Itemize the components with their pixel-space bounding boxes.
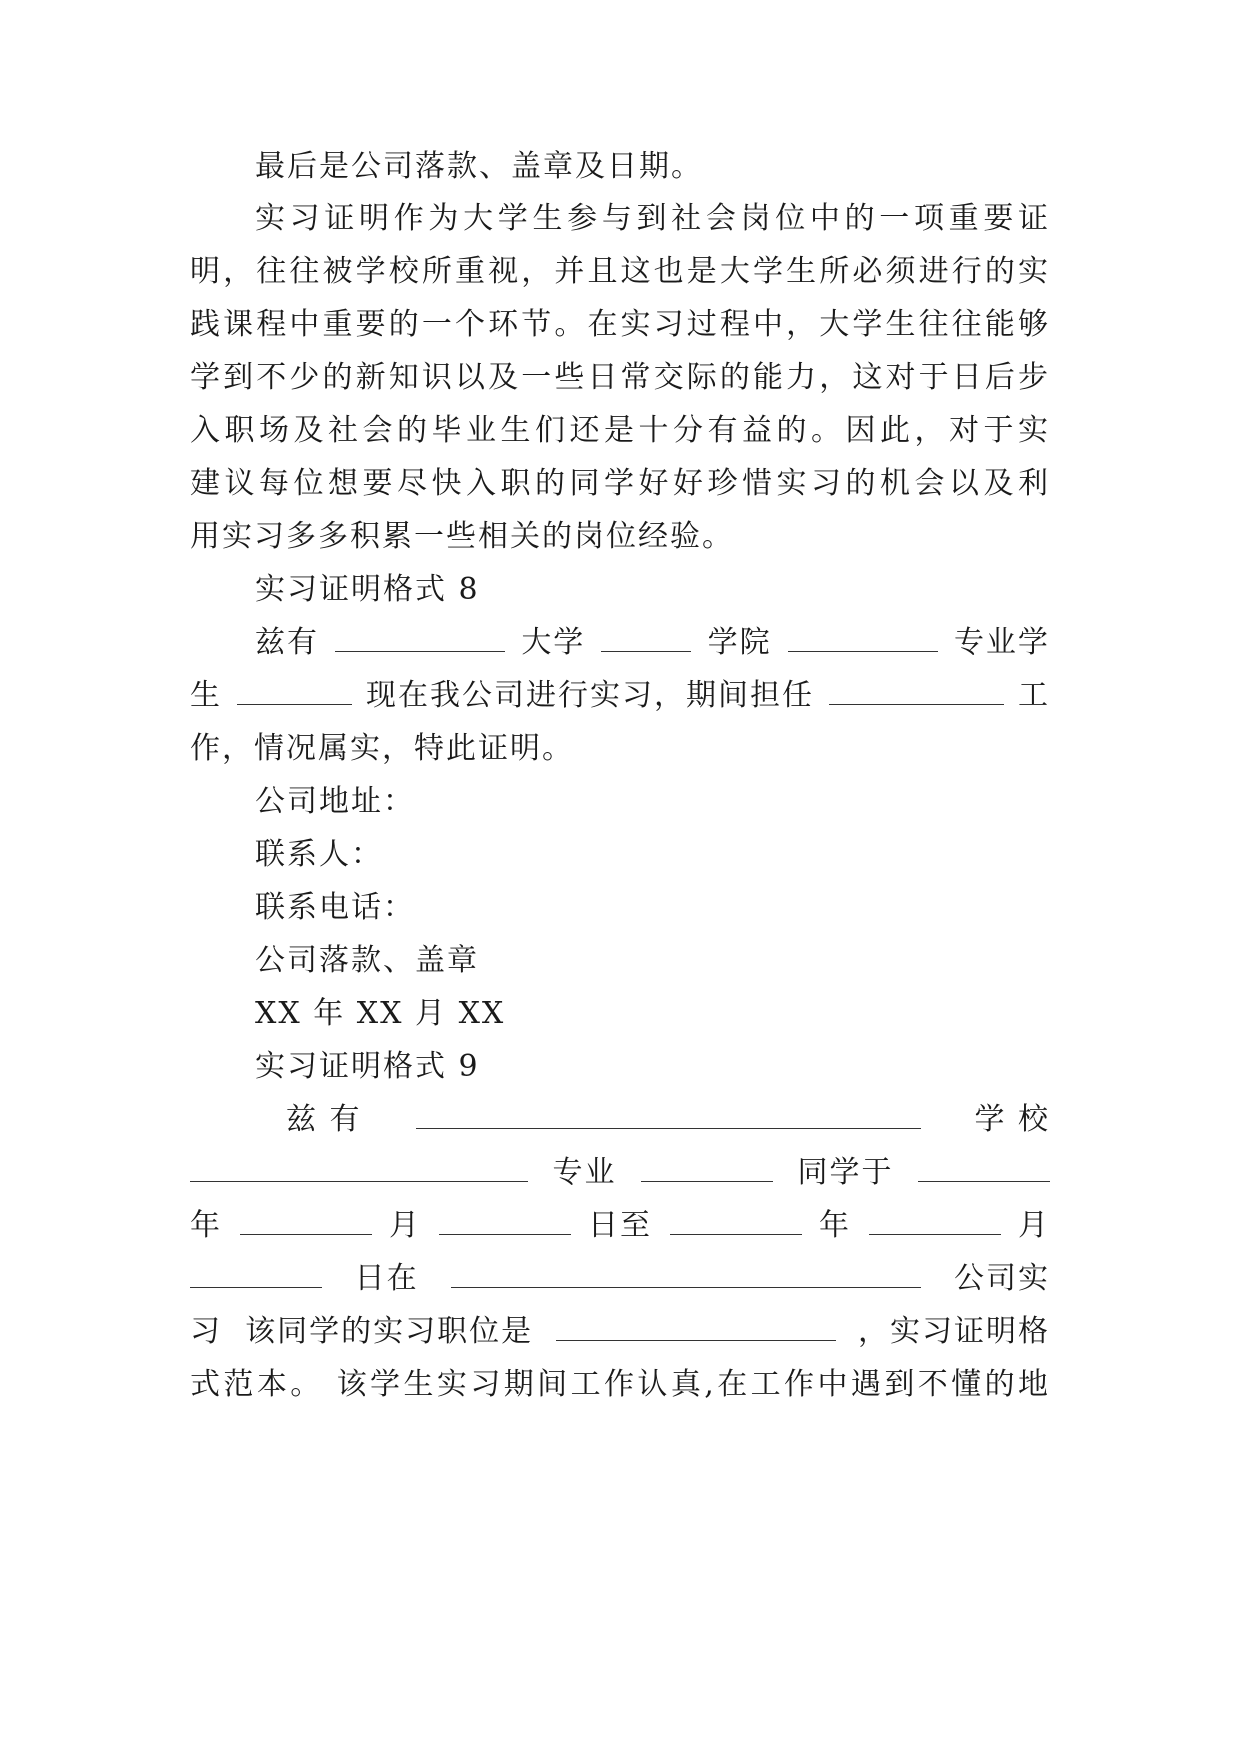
fill-blank <box>190 1155 528 1182</box>
fill-blank <box>918 1155 1050 1182</box>
fill-blank <box>237 678 352 705</box>
fill-blank <box>240 1208 372 1235</box>
fill-blank <box>829 678 1004 705</box>
company-signature-label: 公司落款、盖章 <box>255 943 479 978</box>
form-text: 习 该同学的实习职位是 <box>190 1314 534 1349</box>
paragraph-line: 学到不少的新知识以及一些日常交际的能力，这对于日后步 <box>190 360 1050 395</box>
form-text: 学 校 <box>974 1102 1050 1137</box>
section-heading: 实习证明格式 9 <box>255 1049 480 1084</box>
form-line <box>190 1250 1050 1308</box>
form-line <box>190 1197 1050 1255</box>
form-line <box>190 1144 1050 1202</box>
form-text: 学院 <box>707 625 772 660</box>
form-text: 专业学 <box>953 625 1050 660</box>
form-text: 公司实 <box>953 1261 1050 1296</box>
date-line: XX 年 XX 月 XX <box>255 996 506 1031</box>
form-text: 月 <box>1018 1208 1050 1243</box>
paragraph-line: 式范本。 该学生实习期间工作认真,在工作中遇到不懂的地 <box>190 1367 1050 1402</box>
contact-phone-label: 联系电话： <box>255 890 415 925</box>
fill-blank <box>439 1208 571 1235</box>
form-text: 专业 <box>552 1155 617 1190</box>
section-heading: 实习证明格式 8 <box>255 572 480 607</box>
form-text: 兹 有 <box>286 1102 362 1137</box>
fill-blank <box>556 1314 836 1341</box>
paragraph-line: 践课程中重要的一个环节。在实习过程中，大学生往往能够 <box>190 307 1050 342</box>
fill-blank <box>641 1155 773 1182</box>
fill-blank <box>788 625 938 652</box>
form-text: 同学于 <box>797 1155 894 1190</box>
form-text: 月 <box>389 1208 421 1243</box>
form-line <box>190 1303 1050 1361</box>
form-text: 作，情况属实，特此证明。 <box>190 731 574 766</box>
contact-person-label: 联系人： <box>255 837 383 872</box>
form-text: 生 <box>190 678 222 713</box>
paragraph-line: 最后是公司落款、盖章及日期。 <box>255 149 703 184</box>
form-text: 工 <box>1018 678 1050 713</box>
paragraph-line: 用实习多多积累一些相关的岗位经验。 <box>190 519 734 554</box>
fill-blank <box>335 625 505 652</box>
form-text: 现在我公司进行实习，期间担任 <box>366 678 814 713</box>
paragraph-line: 明，往往被学校所重视，并且这也是大学生所必须进行的实 <box>190 254 1050 289</box>
fill-blank <box>451 1261 921 1288</box>
fill-blank <box>601 625 691 652</box>
fill-blank <box>670 1208 802 1235</box>
form-text: 年 <box>819 1208 851 1243</box>
form-text: 兹有 <box>255 625 319 660</box>
paragraph-line: 建议每位想要尽快入职的同学好好珍惜实习的机会以及利 <box>190 466 1050 501</box>
form-text: 日至 <box>588 1208 652 1243</box>
fill-blank <box>190 1261 322 1288</box>
form-line <box>220 1091 1050 1149</box>
company-address-label: 公司地址： <box>255 784 415 819</box>
form-line <box>190 667 1050 725</box>
form-text: ，实习证明格 <box>857 1314 1050 1349</box>
paragraph-line: 实习证明作为大学生参与到社会岗位中的一项重要证 <box>255 201 1050 236</box>
form-line <box>255 614 1050 672</box>
form-text: 日在 <box>354 1261 419 1296</box>
fill-blank <box>416 1102 921 1129</box>
fill-blank <box>869 1208 1001 1235</box>
form-text: 年 <box>190 1208 222 1243</box>
form-text: 大学 <box>521 625 586 660</box>
paragraph-line: 入职场及社会的毕业生们还是十分有益的。因此，对于实 <box>190 413 1050 448</box>
